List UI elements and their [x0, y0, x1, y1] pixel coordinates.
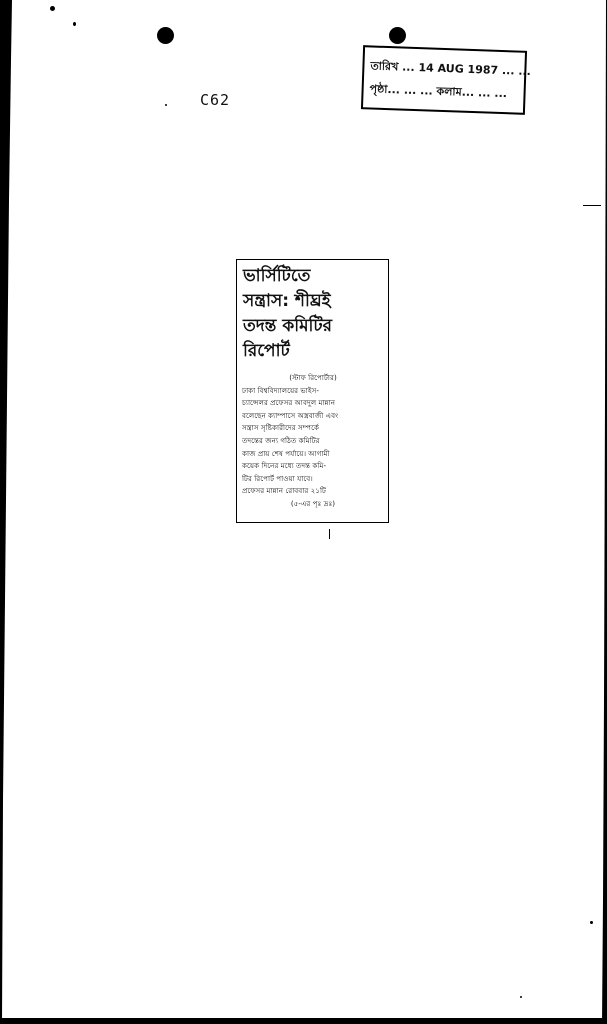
headline-line: রিপোর্ট — [243, 341, 290, 361]
body-line: সন্ত্রাস সৃষ্টিকারীদের সম্পর্কে — [242, 423, 319, 433]
headline-line: তদন্ত কমিটির — [243, 316, 332, 336]
clipping-continuation: (৫-এর পৃঃ দ্রঃ) — [290, 498, 336, 508]
page-number: C62 — [200, 91, 231, 109]
newspaper-clipping — [236, 259, 389, 523]
right-scan-edge — [601, 0, 607, 1024]
date-stamp-date-line: তারিখ ... 14 AUG 1987 ... ... — [370, 59, 532, 79]
scan-speck — [73, 22, 76, 26]
headline-line: সন্ত্রাস: শীঘ্রই — [243, 291, 331, 311]
clipping-body — [242, 372, 384, 511]
body-line: প্রফেসর মান্নান রোববার ২১টি — [242, 486, 326, 496]
margin-line-mark — [583, 205, 601, 206]
punch-hole-left — [157, 27, 174, 44]
punch-hole-right — [389, 27, 406, 44]
body-line: বলেছেন ক্যাম্পাসে অস্ত্রবাজী এবং — [242, 410, 339, 420]
body-line: টির রিপোর্ট পাওয়া যাবে। — [242, 473, 313, 483]
ink-tick-mark — [329, 529, 330, 539]
clipping-headline — [243, 264, 383, 364]
scan-speck — [165, 104, 167, 106]
body-line: কয়েক দিনের মধ্যে তদন্ত কমি- — [242, 461, 327, 471]
left-scan-edge — [0, 0, 20, 1024]
headline-line: ভার্সিটিতে — [243, 266, 311, 286]
clipping-byline: (স্টাফ রিপোর্টার) — [289, 373, 337, 382]
scan-speck — [520, 996, 522, 998]
body-line: কাজ প্রায় শেষ পর্যায়ে। আগামী — [242, 448, 330, 458]
scan-speck — [590, 921, 593, 924]
scan-speck — [50, 6, 55, 11]
body-line: ঢাকা বিশ্ববিদ্যালয়ের ভাইস- — [242, 385, 319, 395]
bottom-scan-edge — [0, 1018, 607, 1024]
date-stamp-page-line: পৃষ্ঠা... ... ... কলাম... ... ... — [369, 82, 508, 101]
date-stamp — [361, 45, 532, 115]
body-line: তদন্তের জন্য গঠিত কমিটির — [242, 435, 320, 445]
body-line: চ্যান্সেলর প্রফেসর আবদুল মান্নান — [242, 398, 336, 408]
